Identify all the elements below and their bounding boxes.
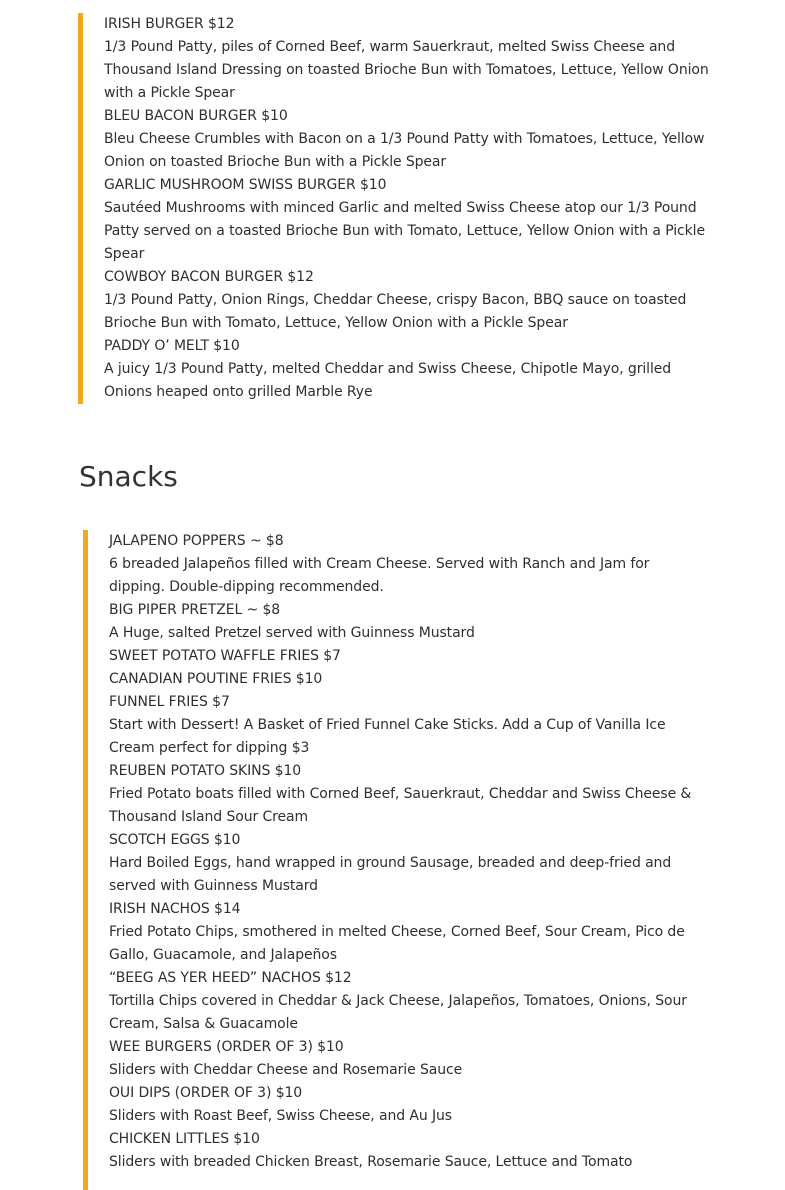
menu-item-title: PADDY O’ MELT $10 [104,338,240,354]
menu-item-description: A juicy 1/3 Pound Patty, melted Cheddar and Swiss Cheese, Chipotle Mayo, grilled Onions heaped onto grilled Marble Rye [104,361,672,400]
menu-item-title: SCOTCH EGGS $10 [109,832,241,848]
menu-item-description: A Huge, salted Pretzel served with Guinness Mustard [109,625,475,641]
menu-item-description: Bleu Cheese Crumbles with Bacon on a 1/3 Pound Patty with Tomatoes, Lettuce, Yellow Onion on toasted Brioche Bun with a Pickle Spear [104,131,705,170]
menu-item-description: Sliders with breaded Chicken Breast, Rosemarie Sauce, Lettuce and Tomato [109,1154,633,1170]
menu-item-title: OUI DIPS (ORDER OF 3) $10 [109,1085,303,1101]
menu-item-title: SWEET POTATO WAFFLE FRIES $7 [109,648,341,664]
snacks-menu-list [83,530,713,1190]
menu-item-description: 1/3 Pound Patty, piles of Corned Beef, warm Sauerkraut, melted Swiss Cheese and Thousand Island Dressing on toasted Brioche Bun with Tomatoes, Lettuce, Yellow Onion with a Pickle Spear [104,39,709,101]
menu-item-description: Fried Potato boats filled with Corned Beef, Sauerkraut, Cheddar and Swiss Cheese & Thousand Island Sour Cream [109,786,692,825]
menu-item-description: Fried Potato Chips, smothered in melted Cheese, Corned Beef, Sour Cream, Pico de Gallo, Guacamole, and Jalapeños [109,924,685,963]
menu-item-description: Tortilla Chips covered in Cheddar & Jack Cheese, Jalapeños, Tomatoes, Onions, Sour Cream, Salsa & Guacamole [109,993,687,1032]
menu-item-title: “BEEG AS YER HEED” NACHOS $12 [109,970,352,986]
menu-item-description: Sliders with Roast Beef, Swiss Cheese, and Au Jus [109,1108,452,1124]
menu-item-title: JALAPENO POPPERS ~ $8 [109,533,284,549]
menu-item-title: REUBEN POTATO SKINS $10 [109,763,302,779]
menu-item-title: CANADIAN POUTINE FRIES $10 [109,671,323,687]
menu-item-title: IRISH NACHOS $14 [109,901,241,917]
menu-item-title: FUNNEL FRIES $7 [109,694,230,710]
menu-item-description: 6 breaded Jalapeños filled with Cream Cheese. Served with Ranch and Jam for dipping. Double-dipping recommended. [109,556,650,595]
menu-item-title: WEE BURGERS (ORDER OF 3) $10 [109,1039,344,1055]
menu-item-description: Hard Boiled Eggs, hand wrapped in ground Sausage, breaded and deep-fried and served with Guinness Mustard [109,855,672,894]
snacks-heading: Snacks [79,460,178,493]
menu-item-title: GARLIC MUSHROOM SWISS BURGER $10 [104,177,387,193]
menu-item-title: BIG PIPER PRETZEL ~ $8 [109,602,281,618]
menu-item-description: Start with Dessert! A Basket of Fried Funnel Cake Sticks. Add a Cup of Vanilla Ice Cream perfect for dipping $3 [109,717,666,756]
menu-item-description: Sautéed Mushrooms with minced Garlic and melted Swiss Cheese atop our 1/3 Pound Patty served on a toasted Brioche Bun with Tomato, Lettuce, Yellow Onion with a Pickle Spear [104,200,705,262]
menu-item-title: BLEU BACON BURGER $10 [104,108,288,124]
menu-item-title: IRISH BURGER $12 [104,16,235,32]
menu-item-description: Sliders with Cheddar Cheese and Rosemarie Sauce [109,1062,463,1078]
burgers-menu-list [78,13,718,404]
menu-item-title: COWBOY BACON BURGER $12 [104,269,314,285]
menu-item-description: 1/3 Pound Patty, Onion Rings, Cheddar Cheese, crispy Bacon, BBQ sauce on toasted Brioche Bun with Tomato, Lettuce, Yellow Onion with a Pickle Spear [104,292,687,331]
menu-item-title: CHICKEN LITTLES $10 [109,1131,260,1147]
